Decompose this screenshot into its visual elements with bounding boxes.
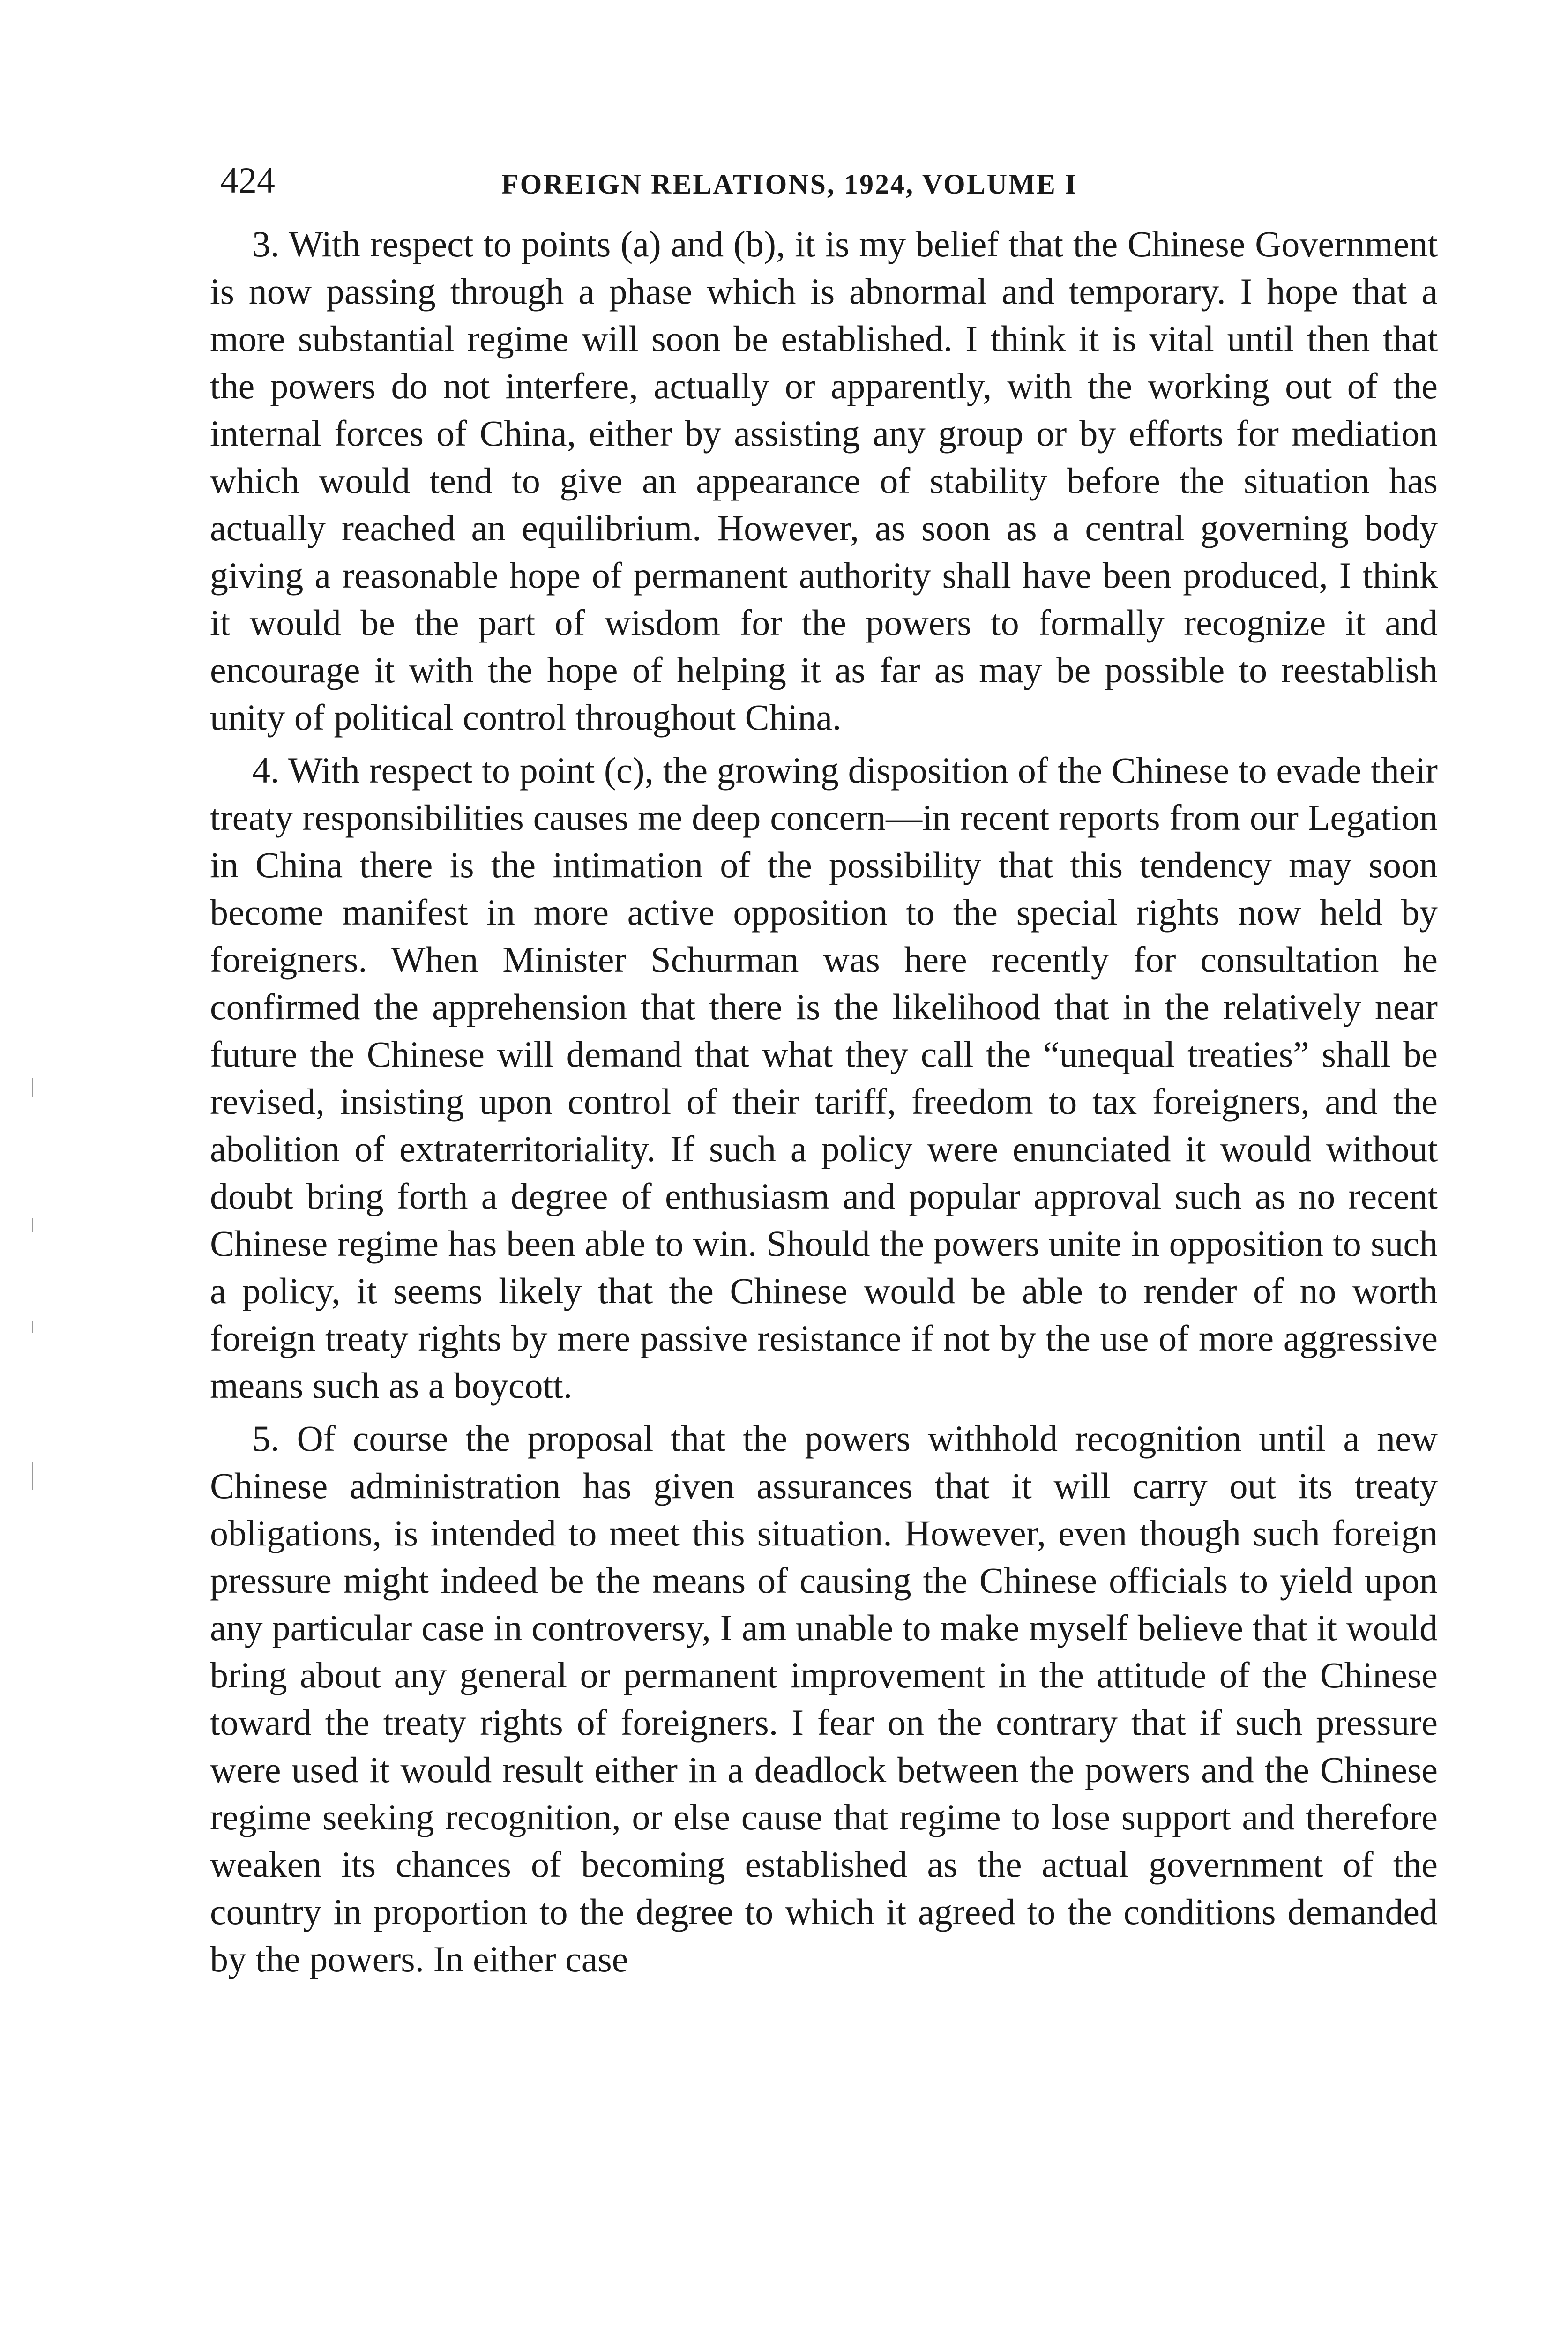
running-header [220,155,1181,206]
margin-mark [32,1321,33,1333]
page-number: 424 [220,160,275,201]
paragraph-5: 5. Of course the proposal that the powers withhold recognition until a new Chinese administration has given assurances that it will carry out its treaty obligations, is intended to meet this situation. However, even though such foreign pressure might indeed be the means of causing the Chinese officials to yield upon any particular case in controversy, I am unable to make myself believe that it would bring about any general or permanent improvement in the attitude of the Chinese toward the treaty rights of foreigners. I fear on the contrary that if such pressure were used it would result either in a deadlock between the powers and the Chinese regime seeking recognition, or else cause that regime to lose support and therefore weaken its chances of becoming established as the actual government of the country in proportion to the degree to which it agreed to the conditions demanded by the powers. In either case [210,1418,1438,1979]
paragraph-4: 4. With respect to point (c), the growing disposition of the Chinese to evade their treaty responsibilities causes me deep concern—in recent reports from our Legation in China there is the intimation of the possibility that this tendency may soon become manifest in more active opposition to the special rights now held by foreigners. When Minister Schurman was here recently for consultation he confirmed the apprehension that there is the likelihood that in the relatively near future the Chinese will demand that what they call the “unequal treaties” shall be revised, insisting upon control of their tariff, freedom to tax foreigners, and the abolition of extraterritoriality. If such a policy were enunciated it would without doubt bring forth a degree of enthusiasm and popular approval such as no recent Chinese regime has been able to win. Should the powers unite in opposition to such a policy, it seems likely that the Chinese would be able to render of no worth foreign treaty rights by mere passive resistance if not by the use of more aggressive means such as a boycott. [210,750,1438,1406]
page-heading: FOREIGN RELATIONS, 1924, VOLUME I [501,169,1078,200]
body-text [210,220,1438,1988]
paragraph-3: 3. With respect to points (a) and (b), it is my belief that the Chinese Government is now passing through a phase which is abnormal and temporary. I hope that a more substantial regime will soon be established. I think it is vital until then that the powers do not interfere, actually or apparently, with the working out of the internal forces of China, either by assisting any group or by efforts for mediation which would tend to give an appearance of stability before the situation has actually reached an equilibrium. However, as soon as a central governing body giving a reasonable hope of permanent authority shall have been produced, I think it would be the part of wisdom for the powers to formally recognize it and encourage it with the hope of helping it as far as may be possible to reestablish unity of political control throughout China. [210,224,1438,738]
margin-mark [32,1462,33,1490]
margin-scan-marks [28,1078,42,1500]
margin-mark [32,1218,33,1232]
margin-mark [32,1078,33,1097]
